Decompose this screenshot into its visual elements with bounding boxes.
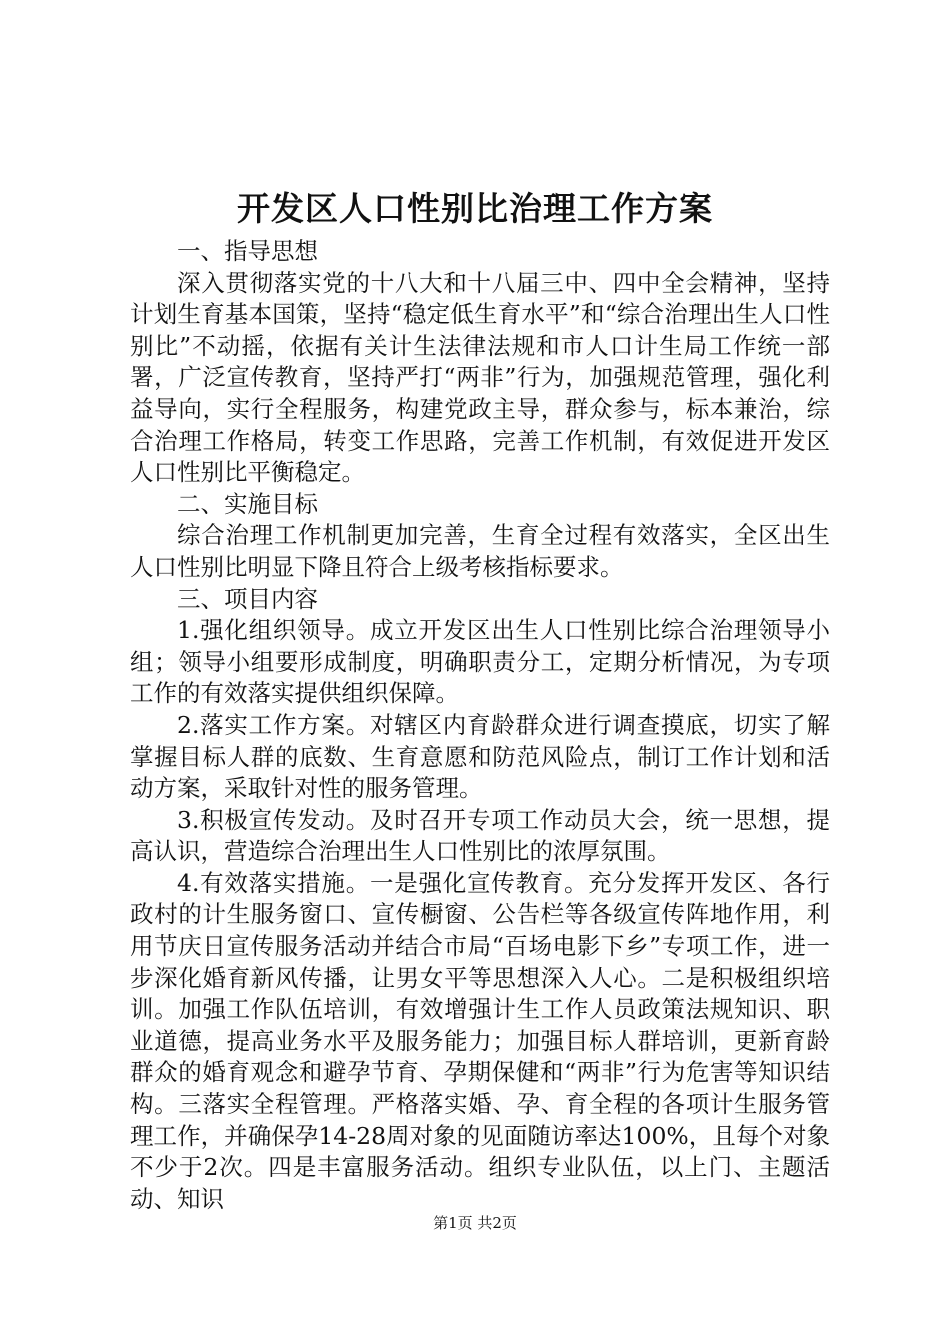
paragraph-item-4: 4.有效落实措施。一是强化宣传教育。充分发挥开发区、各行政村的计生服务窗口、宣传橱窗、公告栏等各级宣传阵地作用，利用节庆日宣传服务活动并结合市局“百场电影下乡”专项工作，进一步深化婚育新风传播，让男女平等思想深入人心。二是积极组织培训。加强工作队伍培训，有效增强计生工作人员政策法规知识、职业道德，提高业务水平及服务能力；加强目标人群培训，更新育龄群众的婚育观念和避孕节育、孕期保健和“两非”行为危害等知识结构。三落实全程管理。严格落实婚、孕、育全程的各项计生服务管理工作，并确保孕14-28周对象的见面随访率达100%，且每个对象不少于2次。四是丰富服务活动。组织专业队伍，以上门、主题活动、知识 bbox=[130, 868, 830, 1213]
paragraph-item-1: 1.强化组织领导。成立开发区出生人口性别比综合治理领导小组；领导小组要形成制度，明确职责分工，定期分析情况，为专项工作的有效落实提供组织保障。 bbox=[130, 616, 830, 708]
section-heading-project-content: 三、项目内容 bbox=[177, 584, 318, 613]
paragraph-item-3: 3.积极宣传发动。及时召开专项工作动员大会，统一思想，提高认识，营造综合治理出生人口性别比的浓厚氛围。 bbox=[130, 805, 830, 866]
section-heading-guiding-thought: 一、指导思想 bbox=[177, 237, 318, 265]
document-body bbox=[130, 236, 830, 1215]
paragraph-item-2: 2.落实工作方案。对辖区内育龄群众进行调查摸底，切实了解掌握目标人群的底数、生育意愿和防范风险点，制订工作计划和活动方案，采取针对性的服务管理。 bbox=[130, 710, 830, 803]
section-heading-goals: 二、实施目标 bbox=[177, 489, 318, 518]
paragraph-goals: 综合治理工作机制更加完善，生育全过程有效落实，全区出生人口性别比明显下降且符合上级考核指标要求。 bbox=[130, 521, 830, 581]
paragraph-guiding-thought: 深入贯彻落实党的十八大和十八届三中、四中全会精神，坚持计划生育基本国策，坚持“稳定低生育水平”和“综合治理出生人口性别比”不动摇，依据有关计生法律法规和市人口计生局工作统一部署，广泛宣传教育，坚持严打“两非”行为，加强规范管理，强化利益导向，实行全程服务，构建党政主导，群众参与，标本兼治，综合治理工作格局，转变工作思路，完善工作机制，有效促进开发区人口性别比平衡稳定。 bbox=[130, 268, 830, 487]
document-title: 开发区人口性别比治理工作方案 bbox=[237, 189, 713, 228]
page-footer: 第1页 共2页 bbox=[433, 1214, 517, 1232]
